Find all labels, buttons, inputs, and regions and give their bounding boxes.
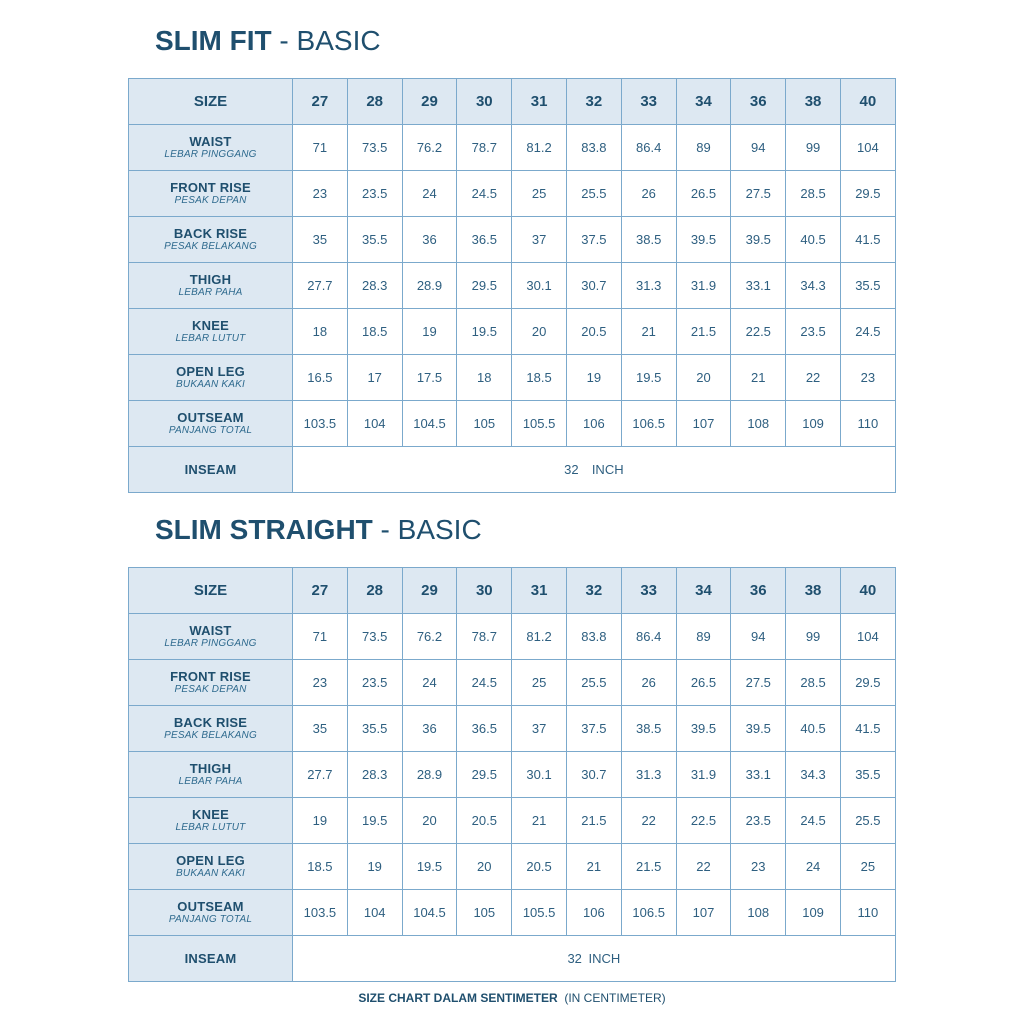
- row-label: [129, 660, 293, 706]
- measurement-cell: 20.5: [566, 309, 621, 355]
- measurement-cell: 37.5: [566, 706, 621, 752]
- measurement-cell: 21: [566, 844, 621, 890]
- measurement-cell: 17.5: [402, 355, 457, 401]
- measurement-cell: 104.5: [402, 890, 457, 936]
- measurement-row: [129, 355, 896, 401]
- measurement-row: [129, 844, 896, 890]
- measurement-row: [129, 752, 896, 798]
- measurement-cell: 35: [293, 217, 348, 263]
- row-label-main: FRONT RISE: [170, 669, 251, 684]
- measurement-row: [129, 614, 896, 660]
- measurement-cell: 104: [347, 890, 402, 936]
- measurement-row: [129, 171, 896, 217]
- measurement-cell: 36: [402, 706, 457, 752]
- size-header-cell: 33: [621, 568, 676, 614]
- measurement-cell: 105.5: [512, 890, 567, 936]
- inseam-row: [129, 447, 896, 493]
- measurement-cell: 18.5: [512, 355, 567, 401]
- measurement-cell: 41.5: [840, 217, 895, 263]
- size-header-cell: 34: [676, 79, 731, 125]
- inseam-value: 32 INCH: [293, 447, 896, 493]
- measurement-cell: 23: [840, 355, 895, 401]
- size-header-cell: 29: [402, 568, 457, 614]
- measurement-cell: 28.3: [347, 263, 402, 309]
- row-label-sub: PANJANG TOTAL: [168, 914, 253, 925]
- measurement-cell: 30.1: [512, 752, 567, 798]
- measurement-cell: 24.5: [457, 660, 512, 706]
- row-label-main: FRONT RISE: [170, 180, 251, 195]
- measurement-cell: 28.9: [402, 752, 457, 798]
- size-header-cell: 30: [457, 568, 512, 614]
- measurement-cell: 71: [293, 614, 348, 660]
- row-label-sub: PESAK DEPAN: [174, 684, 247, 695]
- measurement-cell: 19: [347, 844, 402, 890]
- measurement-cell: 71: [293, 125, 348, 171]
- row-label-sub: PANJANG TOTAL: [168, 425, 253, 436]
- measurement-cell: 83.8: [566, 614, 621, 660]
- row-label-sub: PESAK BELAKANG: [164, 730, 257, 741]
- measurement-cell: 106: [566, 890, 621, 936]
- measurement-cell: 21.5: [621, 844, 676, 890]
- row-label: [129, 936, 293, 982]
- measurement-cell: 19.5: [402, 844, 457, 890]
- measurement-cell: 18: [293, 309, 348, 355]
- measurement-cell: 27.5: [731, 660, 786, 706]
- measurement-cell: 38.5: [621, 217, 676, 263]
- measurement-cell: 29.5: [457, 752, 512, 798]
- row-label: [129, 401, 293, 447]
- row-label: [129, 447, 293, 493]
- measurement-cell: 73.5: [347, 125, 402, 171]
- footer-note: [0, 991, 1024, 1005]
- size-header-cell: 31: [512, 568, 567, 614]
- measurement-cell: 29.5: [840, 660, 895, 706]
- measurement-cell: 76.2: [402, 125, 457, 171]
- measurement-cell: 25: [512, 171, 567, 217]
- measurement-cell: 107: [676, 401, 731, 447]
- measurement-cell: 23: [731, 844, 786, 890]
- measurement-cell: 36: [402, 217, 457, 263]
- measurement-cell: 38.5: [621, 706, 676, 752]
- measurement-cell: 94: [731, 125, 786, 171]
- measurement-cell: 33.1: [731, 263, 786, 309]
- size-header-cell: 36: [731, 568, 786, 614]
- measurement-cell: 17: [347, 355, 402, 401]
- measurement-cell: 22.5: [731, 309, 786, 355]
- row-label-main: THIGH: [189, 761, 232, 776]
- row-label: [129, 217, 293, 263]
- measurement-cell: 107: [676, 890, 731, 936]
- measurement-cell: 31.3: [621, 263, 676, 309]
- inseam-value: 32 INCH: [293, 936, 896, 982]
- inseam-row: [129, 936, 896, 982]
- measurement-cell: 109: [786, 890, 841, 936]
- measurement-cell: 81.2: [512, 614, 567, 660]
- measurement-cell: 37.5: [566, 217, 621, 263]
- size-header-cell: 31: [512, 79, 567, 125]
- measurement-cell: 35.5: [347, 706, 402, 752]
- measurement-cell: 20.5: [457, 798, 512, 844]
- row-label: [129, 844, 293, 890]
- title-light: - BASIC: [372, 514, 482, 545]
- measurement-cell: 83.8: [566, 125, 621, 171]
- measurement-cell: 28.5: [786, 171, 841, 217]
- row-label-main: KNEE: [192, 807, 229, 822]
- size-header-cell: 40: [840, 568, 895, 614]
- measurement-row: [129, 706, 896, 752]
- measurement-cell: 27.7: [293, 752, 348, 798]
- measurement-cell: 24.5: [840, 309, 895, 355]
- measurement-cell: 105.5: [512, 401, 567, 447]
- measurement-cell: 23.5: [786, 309, 841, 355]
- measurement-cell: 20: [402, 798, 457, 844]
- size-header-cell: 28: [347, 568, 402, 614]
- measurement-cell: 21.5: [676, 309, 731, 355]
- measurement-cell: 78.7: [457, 125, 512, 171]
- measurement-cell: 23.5: [347, 660, 402, 706]
- measurement-cell: 27.7: [293, 263, 348, 309]
- measurement-cell: 33.1: [731, 752, 786, 798]
- row-label: [129, 890, 293, 936]
- measurement-cell: 35.5: [347, 217, 402, 263]
- row-label: [129, 171, 293, 217]
- row-label: [129, 355, 293, 401]
- row-label-main: OUTSEAM: [177, 410, 244, 425]
- measurement-cell: 104.5: [402, 401, 457, 447]
- measurement-cell: 103.5: [293, 890, 348, 936]
- measurement-cell: 25.5: [566, 171, 621, 217]
- row-label-main: WAIST: [189, 134, 232, 149]
- measurement-cell: 19: [566, 355, 621, 401]
- measurement-cell: 23: [293, 660, 348, 706]
- measurement-cell: 26: [621, 660, 676, 706]
- measurement-cell: 39.5: [676, 706, 731, 752]
- measurement-cell: 39.5: [676, 217, 731, 263]
- measurement-cell: 86.4: [621, 125, 676, 171]
- measurement-cell: 35.5: [840, 263, 895, 309]
- measurement-cell: 22: [621, 798, 676, 844]
- measurement-cell: 31.3: [621, 752, 676, 798]
- row-label: [129, 614, 293, 660]
- measurement-cell: 21: [512, 798, 567, 844]
- measurement-cell: 24.5: [457, 171, 512, 217]
- row-label-main: KNEE: [192, 318, 229, 333]
- measurement-cell: 26: [621, 171, 676, 217]
- row-label: [129, 798, 293, 844]
- row-label-main: OPEN LEG: [176, 853, 245, 868]
- measurement-cell: 28.5: [786, 660, 841, 706]
- measurement-cell: 73.5: [347, 614, 402, 660]
- footer-bold: SIZE CHART DALAM SENTIMETER: [358, 991, 558, 1005]
- title-bold: SLIM STRAIGHT: [155, 514, 373, 545]
- size-header-row: [129, 568, 896, 614]
- measurement-cell: 19.5: [347, 798, 402, 844]
- size-header-cell: 32: [566, 568, 621, 614]
- measurement-cell: 19: [293, 798, 348, 844]
- row-label-main: OPEN LEG: [176, 364, 245, 379]
- row-label-sub: BUKAAN KAKI: [176, 868, 245, 879]
- measurement-cell: 30.7: [566, 752, 621, 798]
- measurement-cell: 19.5: [621, 355, 676, 401]
- row-label: [129, 125, 293, 171]
- size-header-cell: 38: [786, 568, 841, 614]
- size-header-cell: 40: [840, 79, 895, 125]
- measurement-cell: 31.9: [676, 263, 731, 309]
- slim-fit-size-table: [128, 78, 896, 493]
- measurement-cell: 24.5: [786, 798, 841, 844]
- measurement-cell: 40.5: [786, 706, 841, 752]
- measurement-cell: 89: [676, 125, 731, 171]
- measurement-cell: 104: [840, 614, 895, 660]
- size-header-cell: 33: [621, 79, 676, 125]
- measurement-cell: 18.5: [347, 309, 402, 355]
- row-label-main: BACK RISE: [173, 226, 248, 241]
- measurement-cell: 104: [840, 125, 895, 171]
- slim-fit-title: [155, 25, 381, 57]
- row-label: [129, 752, 293, 798]
- measurement-cell: 30.7: [566, 263, 621, 309]
- measurement-cell: 31.9: [676, 752, 731, 798]
- measurement-cell: 22.5: [676, 798, 731, 844]
- measurement-row: [129, 309, 896, 355]
- measurement-cell: 37: [512, 706, 567, 752]
- measurement-cell: 19: [402, 309, 457, 355]
- row-label-sub: LEBAR LUTUT: [175, 822, 246, 833]
- measurement-cell: 20: [457, 844, 512, 890]
- measurement-cell: 20.5: [512, 844, 567, 890]
- size-header-label: SIZE: [129, 568, 293, 614]
- measurement-cell: 21: [621, 309, 676, 355]
- measurement-cell: 23.5: [731, 798, 786, 844]
- row-label-main: BACK RISE: [173, 715, 248, 730]
- measurement-cell: 103.5: [293, 401, 348, 447]
- measurement-cell: 21: [731, 355, 786, 401]
- measurement-cell: 37: [512, 217, 567, 263]
- row-label-main: WAIST: [189, 623, 232, 638]
- measurement-cell: 78.7: [457, 614, 512, 660]
- measurement-cell: 20: [676, 355, 731, 401]
- size-header-cell: 36: [731, 79, 786, 125]
- measurement-row: [129, 890, 896, 936]
- measurement-row: [129, 125, 896, 171]
- size-header-row: [129, 79, 896, 125]
- row-label-main: THIGH: [189, 272, 232, 287]
- row-label-main: OUTSEAM: [177, 899, 244, 914]
- size-header-cell: 32: [566, 79, 621, 125]
- measurement-cell: 35: [293, 706, 348, 752]
- measurement-row: [129, 660, 896, 706]
- measurement-cell: 25: [512, 660, 567, 706]
- measurement-cell: 110: [840, 401, 895, 447]
- measurement-cell: 94: [731, 614, 786, 660]
- title-bold: SLIM FIT: [155, 25, 272, 56]
- slim-straight-size-table: [128, 567, 896, 982]
- measurement-cell: 89: [676, 614, 731, 660]
- row-label-main: INSEAM: [184, 951, 237, 966]
- measurement-cell: 27.5: [731, 171, 786, 217]
- measurement-cell: 105: [457, 401, 512, 447]
- measurement-cell: 86.4: [621, 614, 676, 660]
- row-label-sub: LEBAR PINGGANG: [164, 638, 257, 649]
- measurement-cell: 22: [786, 355, 841, 401]
- footer-light: (IN CENTIMETER): [557, 991, 666, 1005]
- size-header-cell: 29: [402, 79, 457, 125]
- measurement-cell: 106: [566, 401, 621, 447]
- measurement-cell: 108: [731, 401, 786, 447]
- row-label-sub: LEBAR LUTUT: [175, 333, 246, 344]
- measurement-row: [129, 217, 896, 263]
- measurement-cell: 26.5: [676, 171, 731, 217]
- size-header-cell: 34: [676, 568, 731, 614]
- measurement-cell: 23: [293, 171, 348, 217]
- row-label-main: INSEAM: [184, 462, 237, 477]
- measurement-cell: 34.3: [786, 752, 841, 798]
- measurement-cell: 34.3: [786, 263, 841, 309]
- slim-straight-title: [155, 514, 482, 546]
- measurement-cell: 18: [457, 355, 512, 401]
- measurement-cell: 35.5: [840, 752, 895, 798]
- measurement-cell: 106.5: [621, 890, 676, 936]
- measurement-cell: 36.5: [457, 706, 512, 752]
- size-header-cell: 30: [457, 79, 512, 125]
- row-label: [129, 706, 293, 752]
- row-label-sub: LEBAR PAHA: [178, 776, 243, 787]
- measurement-cell: 25.5: [566, 660, 621, 706]
- row-label: [129, 263, 293, 309]
- measurement-cell: 40.5: [786, 217, 841, 263]
- measurement-cell: 30.1: [512, 263, 567, 309]
- measurement-cell: 16.5: [293, 355, 348, 401]
- measurement-cell: 109: [786, 401, 841, 447]
- measurement-cell: 104: [347, 401, 402, 447]
- measurement-cell: 99: [786, 614, 841, 660]
- measurement-cell: 28.3: [347, 752, 402, 798]
- measurement-cell: 41.5: [840, 706, 895, 752]
- measurement-cell: 81.2: [512, 125, 567, 171]
- size-header-cell: 38: [786, 79, 841, 125]
- measurement-cell: 36.5: [457, 217, 512, 263]
- row-label-sub: LEBAR PINGGANG: [164, 149, 257, 160]
- title-light: - BASIC: [271, 25, 381, 56]
- measurement-row: [129, 798, 896, 844]
- measurement-cell: 24: [402, 660, 457, 706]
- measurement-cell: 19.5: [457, 309, 512, 355]
- row-label-sub: PESAK BELAKANG: [164, 241, 257, 252]
- measurement-cell: 23.5: [347, 171, 402, 217]
- measurement-cell: 76.2: [402, 614, 457, 660]
- size-header-cell: 27: [293, 79, 348, 125]
- measurement-cell: 39.5: [731, 706, 786, 752]
- size-header-label: SIZE: [129, 79, 293, 125]
- measurement-row: [129, 401, 896, 447]
- measurement-row: [129, 263, 896, 309]
- measurement-cell: 21.5: [566, 798, 621, 844]
- measurement-cell: 20: [512, 309, 567, 355]
- measurement-cell: 25: [840, 844, 895, 890]
- size-header-cell: 28: [347, 79, 402, 125]
- measurement-cell: 29.5: [457, 263, 512, 309]
- measurement-cell: 26.5: [676, 660, 731, 706]
- measurement-cell: 18.5: [293, 844, 348, 890]
- size-header-cell: 27: [293, 568, 348, 614]
- measurement-cell: 105: [457, 890, 512, 936]
- row-label-sub: PESAK DEPAN: [174, 195, 247, 206]
- row-label-sub: LEBAR PAHA: [178, 287, 243, 298]
- measurement-cell: 22: [676, 844, 731, 890]
- measurement-cell: 24: [402, 171, 457, 217]
- row-label: [129, 309, 293, 355]
- row-label-sub: BUKAAN KAKI: [176, 379, 245, 390]
- measurement-cell: 24: [786, 844, 841, 890]
- measurement-cell: 39.5: [731, 217, 786, 263]
- measurement-cell: 29.5: [840, 171, 895, 217]
- measurement-cell: 25.5: [840, 798, 895, 844]
- measurement-cell: 106.5: [621, 401, 676, 447]
- measurement-cell: 99: [786, 125, 841, 171]
- measurement-cell: 28.9: [402, 263, 457, 309]
- measurement-cell: 108: [731, 890, 786, 936]
- measurement-cell: 110: [840, 890, 895, 936]
